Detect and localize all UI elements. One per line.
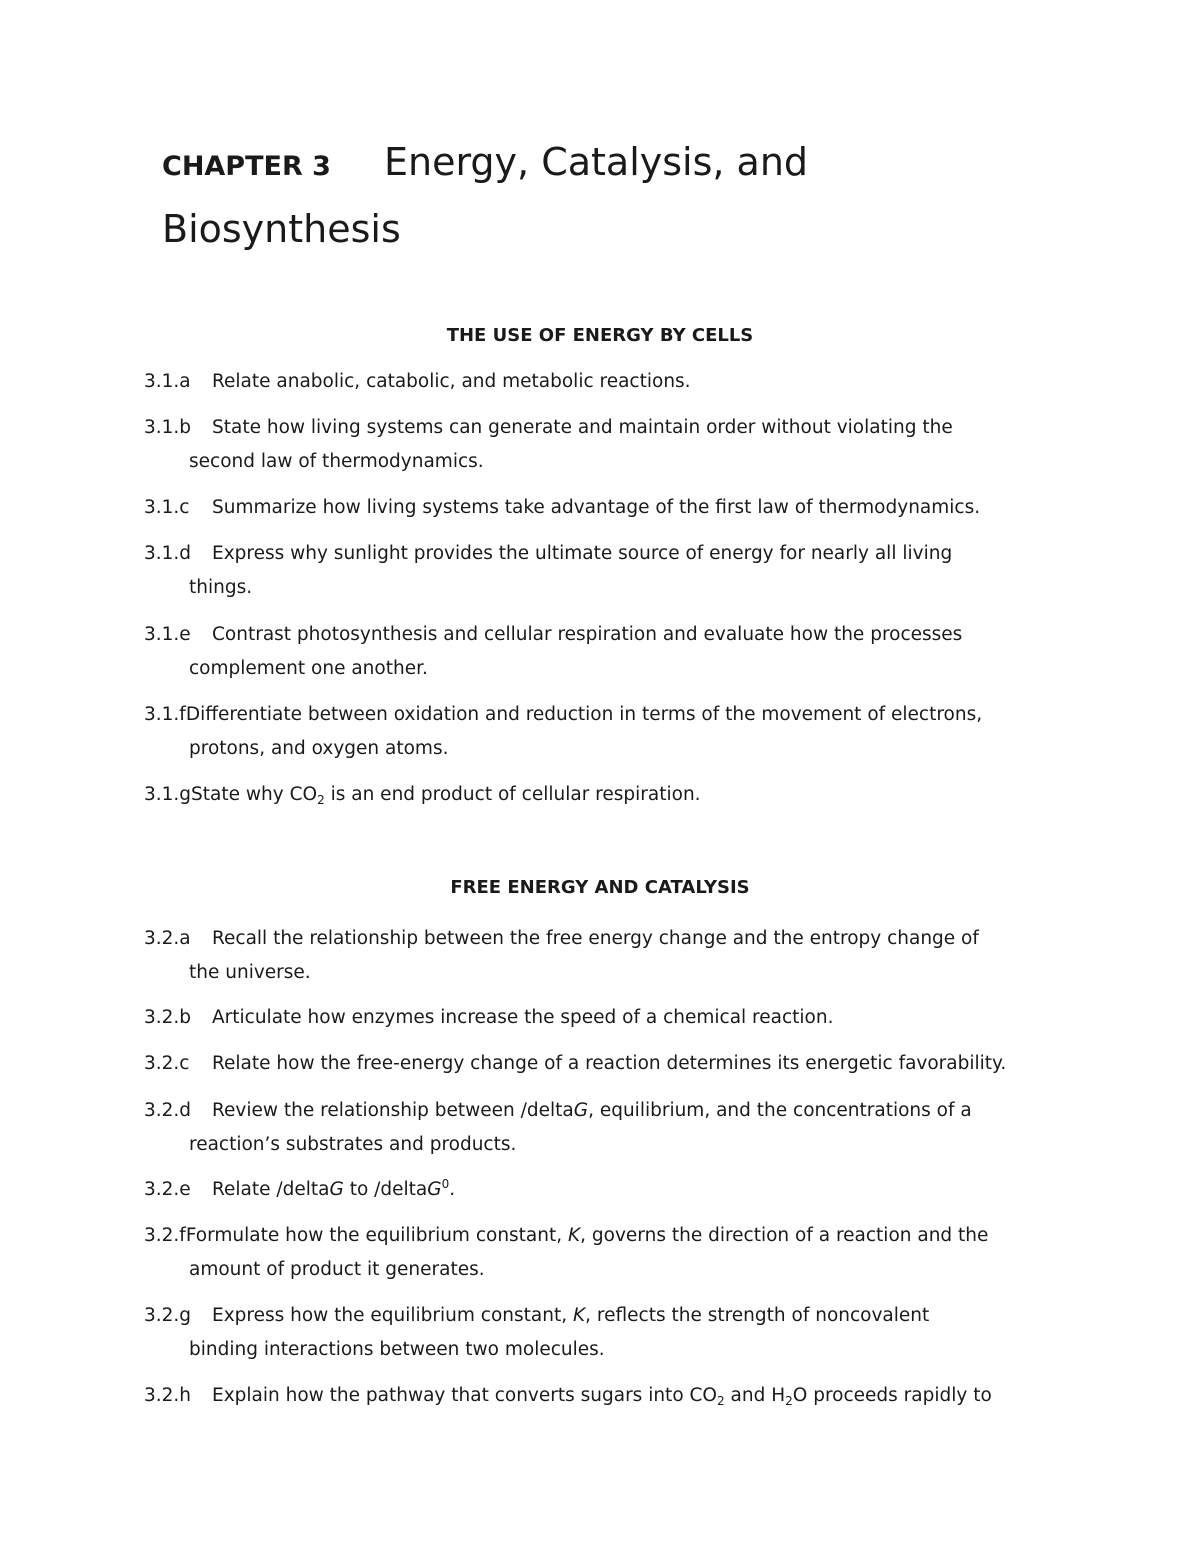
objective-text: Relate how the free-energy change of a reaction determines its energetic favorability. bbox=[212, 1053, 1007, 1074]
objective-3-2-a bbox=[144, 922, 1074, 990]
objective-3-2-b bbox=[144, 1001, 1074, 1035]
italic-symbol: G bbox=[329, 1179, 344, 1200]
section-heading-use-of-energy: THE USE OF ENERGY BY CELLS bbox=[446, 325, 754, 346]
objective-text: Relate /delta bbox=[212, 1179, 330, 1200]
objective-3-2-c bbox=[144, 1047, 1074, 1081]
objective-3-1-d bbox=[144, 537, 1074, 605]
objective-text: Articulate how enzymes increase the speed of a chemical reaction. bbox=[212, 1007, 834, 1028]
objective-text: Express why sunlight provides the ultimate source of energy for nearly all living bbox=[212, 543, 953, 564]
objective-3-2-e bbox=[144, 1173, 1074, 1207]
chapter-heading bbox=[162, 140, 808, 184]
objective-3-2-g bbox=[144, 1299, 1074, 1367]
italic-symbol: K bbox=[568, 1225, 581, 1246]
objective-text-continued: second law of thermodynamics. bbox=[189, 451, 484, 472]
italic-symbol: G bbox=[573, 1100, 589, 1121]
superscript: 0 bbox=[441, 1177, 450, 1191]
objective-text-continued: protons, and oxygen atoms. bbox=[189, 738, 449, 759]
objective-number: 3.1.f bbox=[144, 704, 186, 725]
objective-3-1-b bbox=[144, 411, 1074, 479]
objective-text: Express how the equilibrium constant, bbox=[212, 1305, 573, 1326]
chapter-title-line2: Biosynthesis bbox=[162, 207, 401, 251]
objective-number: 3.1.e bbox=[144, 624, 191, 645]
objective-text-continued: amount of product it generates. bbox=[189, 1259, 485, 1280]
objective-text-continued: complement one another. bbox=[189, 658, 428, 679]
objective-text-continued: reaction’s substrates and products. bbox=[189, 1134, 517, 1155]
objective-text: Explain how the pathway that converts sugars into CO bbox=[212, 1385, 717, 1406]
objective-number: 3.1.a bbox=[144, 371, 191, 392]
objective-text: to /delta bbox=[343, 1179, 428, 1200]
objective-number: 3.2.g bbox=[144, 1305, 192, 1326]
chapter-title-line1: Energy, Catalysis, and bbox=[384, 140, 809, 184]
objective-text: Differentiate between oxidation and reduction in terms of the movement of electrons, bbox=[185, 704, 983, 725]
subscript: 2 bbox=[785, 1394, 793, 1408]
objective-text: State how living systems can generate and maintain order without violating the bbox=[212, 417, 953, 438]
objective-3-2-f bbox=[144, 1219, 1074, 1287]
objective-number: 3.1.c bbox=[144, 497, 190, 518]
objective-text: Contrast photosynthesis and cellular respiration and evaluate how the processes bbox=[212, 624, 963, 645]
objective-text: Formulate how the equilibrium constant, bbox=[185, 1225, 569, 1246]
objective-number: 3.2.c bbox=[144, 1053, 190, 1074]
italic-symbol: K bbox=[573, 1305, 586, 1326]
objective-number: 3.1.d bbox=[144, 543, 192, 564]
objective-number: 3.2.d bbox=[144, 1100, 192, 1121]
objective-number: 3.2.f bbox=[144, 1225, 186, 1246]
subscript: 2 bbox=[717, 1394, 725, 1408]
objective-number: 3.2.h bbox=[144, 1385, 192, 1406]
section-heading-free-energy: FREE ENERGY AND CATALYSIS bbox=[450, 877, 750, 898]
objective-text: Summarize how living systems take advantage of the first law of thermodynamics. bbox=[212, 497, 981, 518]
objective-3-2-d bbox=[144, 1094, 1074, 1162]
subscript: 2 bbox=[317, 793, 325, 807]
objective-3-1-a bbox=[144, 365, 1074, 399]
objective-text: and H bbox=[724, 1385, 786, 1406]
objective-number: 3.2.b bbox=[144, 1007, 192, 1028]
objective-text-continued: binding interactions between two molecules. bbox=[189, 1339, 605, 1360]
objective-text: Recall the relationship between the free energy change and the entropy change of bbox=[212, 928, 979, 949]
objective-number: 3.1.b bbox=[144, 417, 192, 438]
objective-3-2-h bbox=[144, 1379, 1074, 1413]
objective-number: 3.1.g bbox=[144, 784, 192, 805]
objective-text: O proceeds rapidly to bbox=[792, 1385, 992, 1406]
objective-text: , reflects the strength of noncovalent bbox=[585, 1305, 930, 1326]
objective-number: 3.2.a bbox=[144, 928, 191, 949]
objective-3-1-e bbox=[144, 618, 1074, 686]
objective-text: , governs the direction of a reaction and the bbox=[580, 1225, 989, 1246]
chapter-label: CHAPTER 3 bbox=[162, 151, 331, 182]
objective-3-1-g bbox=[144, 778, 1074, 812]
objective-text-continued: things. bbox=[189, 577, 253, 598]
italic-symbol: G bbox=[427, 1179, 442, 1200]
objective-text: . bbox=[449, 1179, 456, 1200]
objective-text: Review the relationship between /delta bbox=[212, 1100, 574, 1121]
objective-3-1-c bbox=[144, 491, 1074, 525]
objective-text: , equilibrium, and the concentrations of a bbox=[588, 1100, 972, 1121]
objective-3-1-f bbox=[144, 698, 1074, 766]
objective-text: State why CO bbox=[191, 784, 318, 805]
objective-text-continued: the universe. bbox=[189, 962, 311, 983]
objective-text: is an end product of cellular respiration. bbox=[324, 784, 701, 805]
objective-text: Relate anabolic, catabolic, and metabolic reactions. bbox=[212, 371, 691, 392]
objective-number: 3.2.e bbox=[144, 1179, 191, 1200]
